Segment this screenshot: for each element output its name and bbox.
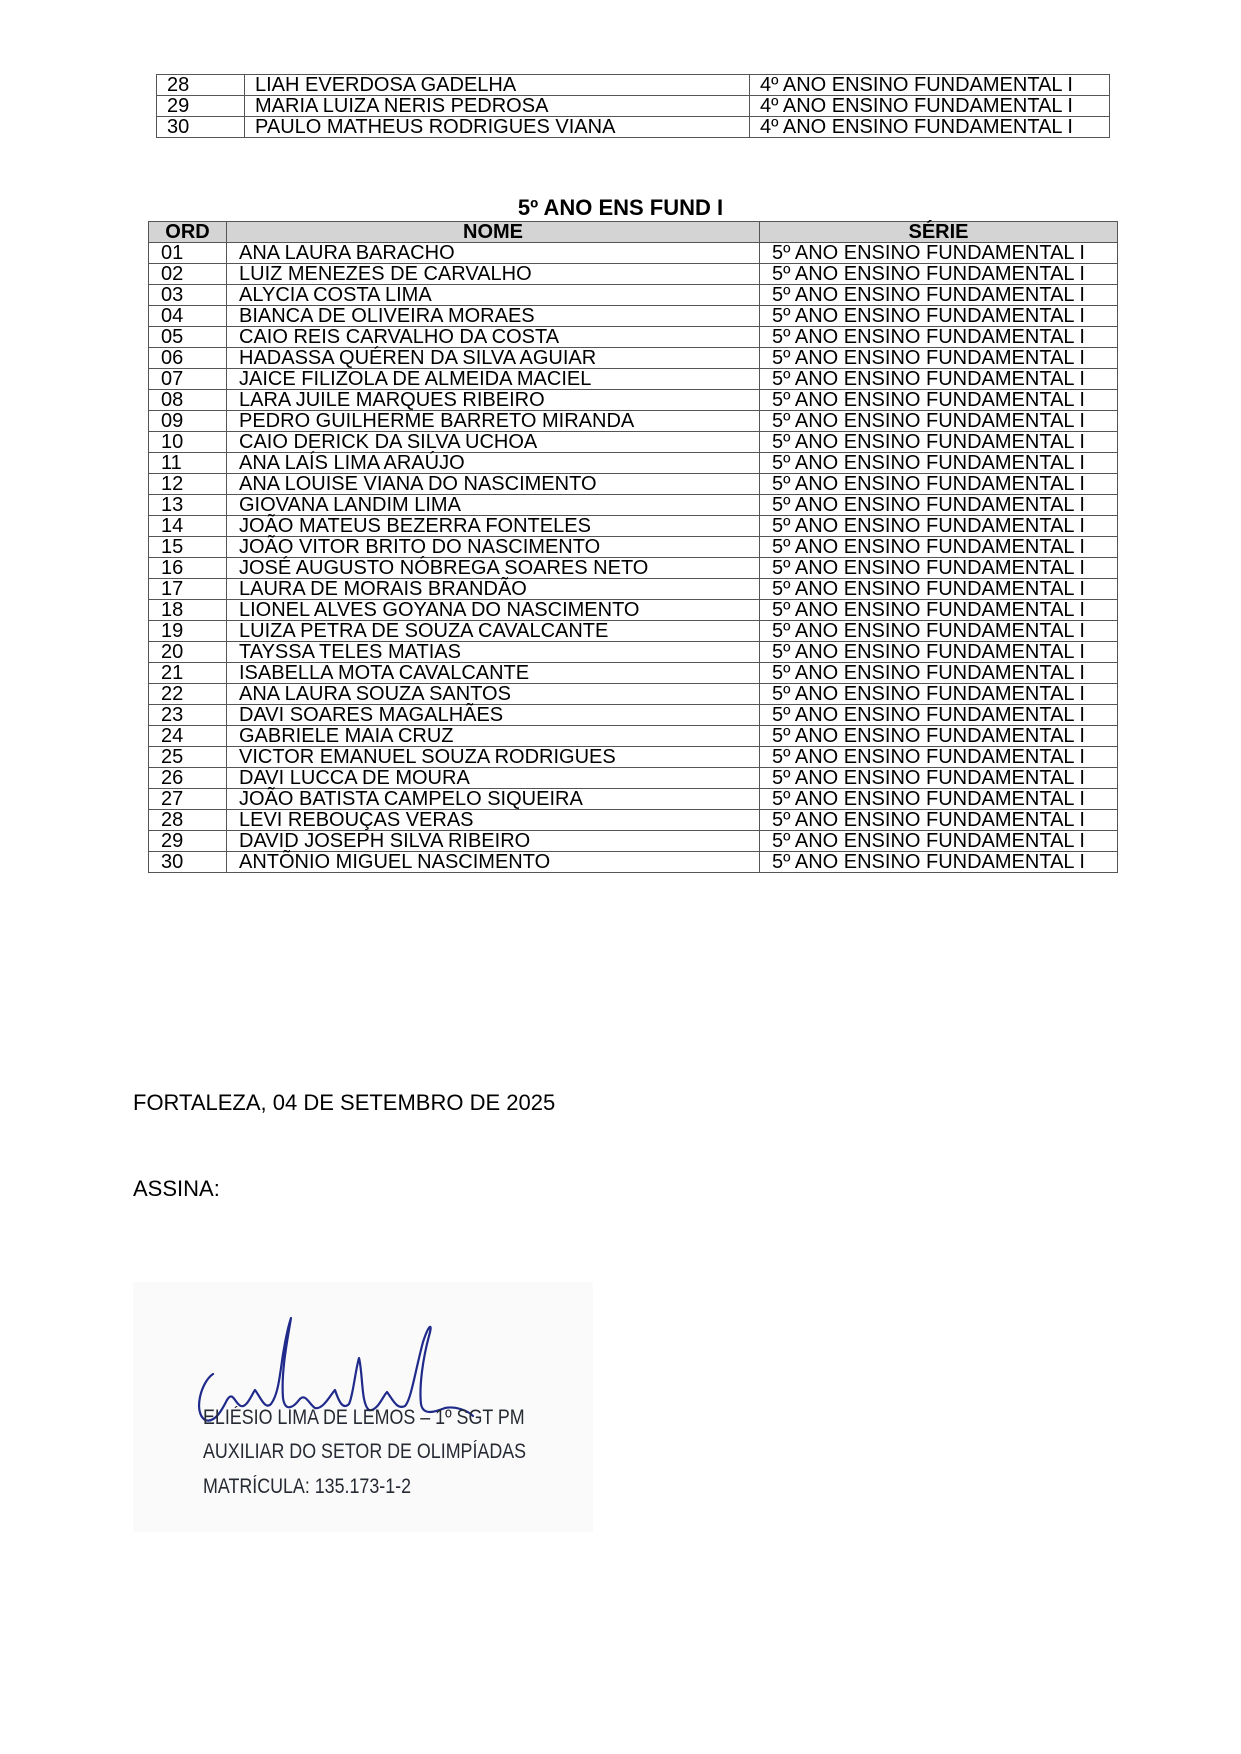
table-row [149,789,1118,810]
name-cell: MARIA LUIZA NERIS PEDROSA [245,96,750,117]
name-cell: JOÃO BATISTA CAMPELO SIQUEIRA [227,789,760,810]
table-row [149,243,1118,264]
ord-cell: 25 [149,747,227,768]
serie-cell: 5º ANO ENSINO FUNDAMENTAL I [760,516,1118,537]
stamp-registration-line: MATRÍCULA: 135.173-1-2 [203,1475,412,1498]
table-row [157,75,1110,96]
table-row [149,306,1118,327]
name-cell: CAIO REIS CARVALHO DA COSTA [227,327,760,348]
section-title: 5º ANO ENS FUND I [517,195,724,220]
serie-cell: 4º ANO ENSINO FUNDAMENTAL I [750,96,1110,117]
table-row [149,579,1118,600]
name-cell: LUIZA PETRA DE SOUZA CAVALCANTE [227,621,760,642]
header-serie: SÉRIE [760,222,1118,243]
serie-cell: 5º ANO ENSINO FUNDAMENTAL I [760,831,1118,852]
serie-cell: 5º ANO ENSINO FUNDAMENTAL I [760,663,1118,684]
serie-cell: 5º ANO ENSINO FUNDAMENTAL I [760,306,1118,327]
table-row [149,852,1118,873]
name-cell: ANA LAURA BARACHO [227,243,760,264]
table-row [149,705,1118,726]
table-row [149,768,1118,789]
ord-cell: 28 [149,810,227,831]
name-cell: ANA LOUISE VIANA DO NASCIMENTO [227,474,760,495]
ord-cell: 16 [149,558,227,579]
table-row [149,684,1118,705]
serie-cell: 5º ANO ENSINO FUNDAMENTAL I [760,810,1118,831]
ord-cell: 15 [149,537,227,558]
name-cell: PEDRO GUILHERME BARRETO MIRANDA [227,411,760,432]
ord-cell: 24 [149,726,227,747]
serie-cell: 5º ANO ENSINO FUNDAMENTAL I [760,558,1118,579]
table-row [149,537,1118,558]
ord-cell: 03 [149,285,227,306]
ord-cell: 28 [157,75,245,96]
serie-cell: 5º ANO ENSINO FUNDAMENTAL I [760,705,1118,726]
serie-cell: 5º ANO ENSINO FUNDAMENTAL I [760,348,1118,369]
city-date: FORTALEZA, 04 DE SETEMBRO DE 2025 [133,1090,556,1115]
name-cell: JOSÉ AUGUSTO NÓBREGA SOARES NETO [227,558,760,579]
table-row [149,285,1118,306]
serie-cell: 5º ANO ENSINO FUNDAMENTAL I [760,747,1118,768]
name-cell: VICTOR EMANUEL SOUZA RODRIGUES [227,747,760,768]
serie-cell: 5º ANO ENSINO FUNDAMENTAL I [760,453,1118,474]
name-cell: CAIO DERICK DA SILVA UCHOA [227,432,760,453]
ord-cell: 22 [149,684,227,705]
name-cell: BIANCA DE OLIVEIRA MORAES [227,306,760,327]
ord-cell: 01 [149,243,227,264]
name-cell: ANA LAÍS LIMA ARAÚJO [227,453,760,474]
name-cell: ISABELLA MOTA CAVALCANTE [227,663,760,684]
serie-cell: 5º ANO ENSINO FUNDAMENTAL I [760,243,1118,264]
name-cell: TAYSSA TELES MATIAS [227,642,760,663]
table-row [149,495,1118,516]
ord-cell: 30 [149,852,227,873]
table-row [149,348,1118,369]
name-cell: HADASSA QUÉREN DA SILVA AGUIAR [227,348,760,369]
ord-cell: 05 [149,327,227,348]
serie-cell: 5º ANO ENSINO FUNDAMENTAL I [760,495,1118,516]
table-row [149,411,1118,432]
table-row [149,726,1118,747]
serie-cell: 5º ANO ENSINO FUNDAMENTAL I [760,411,1118,432]
serie-cell: 5º ANO ENSINO FUNDAMENTAL I [760,369,1118,390]
serie-cell: 5º ANO ENSINO FUNDAMENTAL I [760,768,1118,789]
table-row [149,831,1118,852]
name-cell: LEVI REBOUÇAS VERAS [227,810,760,831]
serie-cell: 5º ANO ENSINO FUNDAMENTAL I [760,600,1118,621]
ord-cell: 20 [149,642,227,663]
serie-cell: 5º ANO ENSINO FUNDAMENTAL I [760,285,1118,306]
table-row [149,474,1118,495]
ord-cell: 29 [149,831,227,852]
name-cell: DAVI LUCCA DE MOURA [227,768,760,789]
serie-cell: 5º ANO ENSINO FUNDAMENTAL I [760,474,1118,495]
table-row [149,516,1118,537]
ord-cell: 27 [149,789,227,810]
ord-cell: 19 [149,621,227,642]
table-row [157,96,1110,117]
name-cell: GIOVANA LANDIM LIMA [227,495,760,516]
ord-cell: 08 [149,390,227,411]
table-row [149,390,1118,411]
header-nome: NOME [227,222,760,243]
serie-cell: 5º ANO ENSINO FUNDAMENTAL I [760,642,1118,663]
serie-cell: 5º ANO ENSINO FUNDAMENTAL I [760,579,1118,600]
table-row [149,369,1118,390]
table-row [149,621,1118,642]
serie-cell: 5º ANO ENSINO FUNDAMENTAL I [760,432,1118,453]
serie-cell: 5º ANO ENSINO FUNDAMENTAL I [760,264,1118,285]
ord-cell: 30 [157,117,245,138]
sign-label: ASSINA: [133,1176,220,1201]
ord-cell: 07 [149,369,227,390]
table-row [149,558,1118,579]
header-ord: ORD [149,222,227,243]
serie-cell: 5º ANO ENSINO FUNDAMENTAL I [760,621,1118,642]
ord-cell: 12 [149,474,227,495]
table-row [149,663,1118,684]
student-table [148,221,1118,873]
name-cell: JOÃO MATEUS BEZERRA FONTELES [227,516,760,537]
name-cell: JOÃO VITOR BRITO DO NASCIMENTO [227,537,760,558]
name-cell: ANA LAURA SOUZA SANTOS [227,684,760,705]
ord-cell: 17 [149,579,227,600]
table-row [149,600,1118,621]
table-row [149,264,1118,285]
serie-cell: 5º ANO ENSINO FUNDAMENTAL I [760,537,1118,558]
name-cell: LUIZ MENEZES DE CARVALHO [227,264,760,285]
serie-cell: 4º ANO ENSINO FUNDAMENTAL I [750,75,1110,96]
name-cell: PAULO MATHEUS RODRIGUES VIANA [245,117,750,138]
ord-cell: 13 [149,495,227,516]
name-cell: LAURA DE MORAIS BRANDÃO [227,579,760,600]
ord-cell: 29 [157,96,245,117]
name-cell: GABRIELE MAIA CRUZ [227,726,760,747]
stamp-role-line: AUXILIAR DO SETOR DE OLIMPÍADAS [203,1440,527,1463]
serie-cell: 4º ANO ENSINO FUNDAMENTAL I [750,117,1110,138]
name-cell: DAVI SOARES MAGALHÃES [227,705,760,726]
name-cell: LIAH EVERDOSA GADELHA [245,75,750,96]
ord-cell: 02 [149,264,227,285]
ord-cell: 04 [149,306,227,327]
table-row [149,327,1118,348]
signature-block [133,1282,593,1532]
serie-cell: 5º ANO ENSINO FUNDAMENTAL I [760,789,1118,810]
table-row [149,810,1118,831]
table-row [149,747,1118,768]
name-cell: ANTÕNIO MIGUEL NASCIMENTO [227,852,760,873]
table-row [149,432,1118,453]
serie-cell: 5º ANO ENSINO FUNDAMENTAL I [760,852,1118,873]
serie-cell: 5º ANO ENSINO FUNDAMENTAL I [760,684,1118,705]
table-row [149,642,1118,663]
table-row [157,117,1110,138]
ord-cell: 11 [149,453,227,474]
ord-cell: 10 [149,432,227,453]
ord-cell: 26 [149,768,227,789]
ord-cell: 09 [149,411,227,432]
serie-cell: 5º ANO ENSINO FUNDAMENTAL I [760,390,1118,411]
continuation-table [156,74,1110,138]
name-cell: ALYCIA COSTA LIMA [227,285,760,306]
ord-cell: 23 [149,705,227,726]
serie-cell: 5º ANO ENSINO FUNDAMENTAL I [760,726,1118,747]
name-cell: LARA JUILE MARQUES RIBEIRO [227,390,760,411]
ord-cell: 18 [149,600,227,621]
table-header-row [149,222,1118,243]
ord-cell: 21 [149,663,227,684]
ord-cell: 06 [149,348,227,369]
name-cell: LIONEL ALVES GOYANA DO NASCIMENTO [227,600,760,621]
stamp-name-line: ELIÉSIO LIMA DE LEMOS – 1º SGT PM [203,1406,525,1429]
ord-cell: 14 [149,516,227,537]
table-row [149,453,1118,474]
name-cell: DAVID JOSEPH SILVA RIBEIRO [227,831,760,852]
name-cell: JAICE FILIZOLA DE ALMEIDA MACIEL [227,369,760,390]
serie-cell: 5º ANO ENSINO FUNDAMENTAL I [760,327,1118,348]
